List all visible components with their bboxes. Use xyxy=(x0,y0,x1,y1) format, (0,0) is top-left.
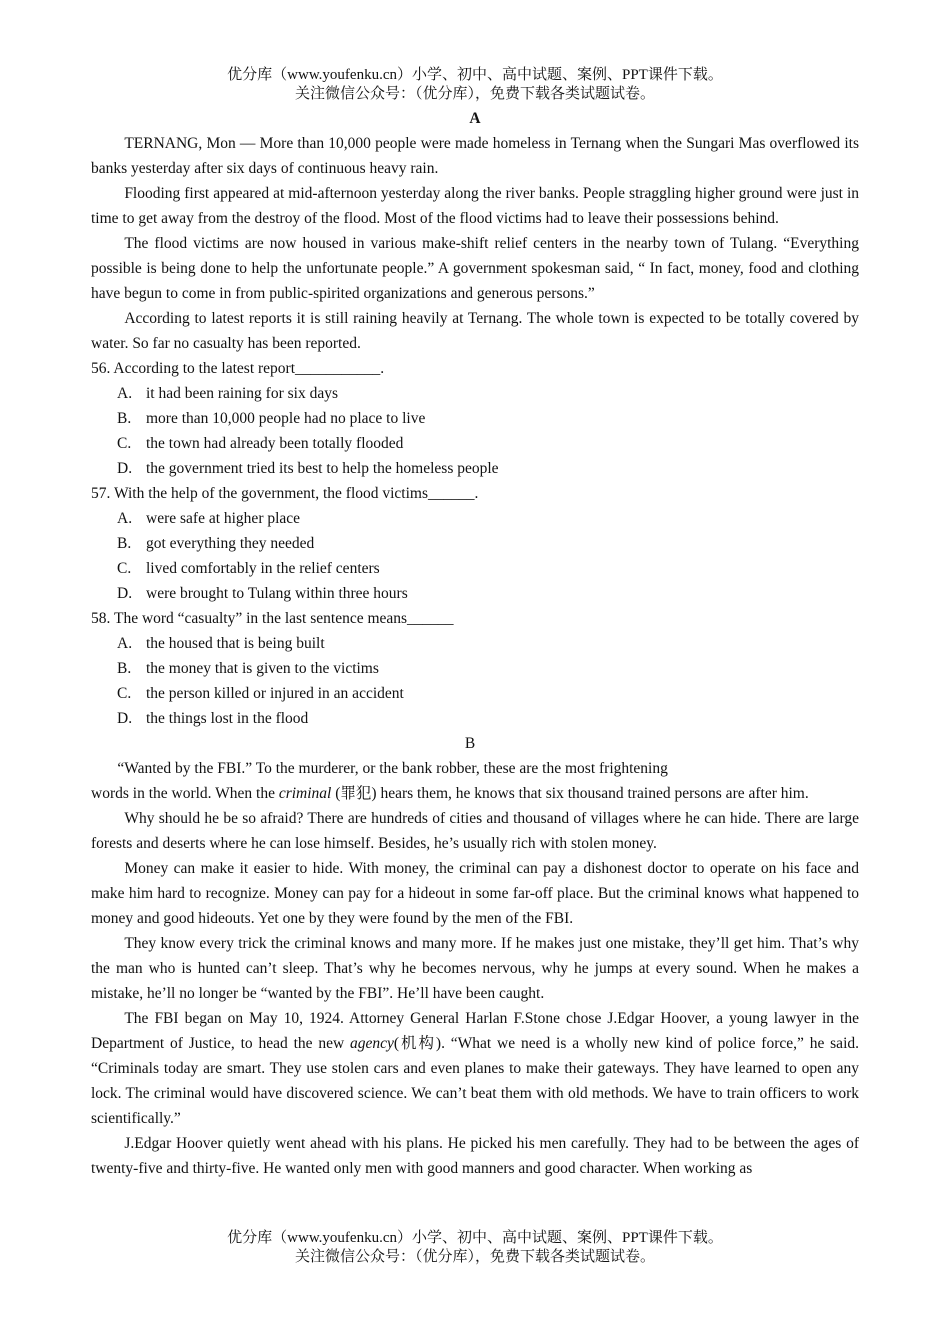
section-b-paragraph-fbi-history: The FBI began on May 10, 1924. Attorney General Harlan F.Stone chose J.Edgar Hoover, a young lawyer in the Department of Justice, to head the new agency(机构). “What we need is a wholly new kind of police force,” he said. “Criminals today are smart. They use stolen cars and even planes to make their gateways. They have learned to open any lock. The criminal would have discovered science. We can’t beat them with old methods. We have to train officers to work scientifically.” xyxy=(91,1010,859,1127)
section-a-paragraph: Flooding first appeared at mid-afternoon yesterday along the river banks. People straggling higher ground were just in time to get away from the destroy of the flood. Most of the flood victims had to leave their possessions behind. xyxy=(91,185,859,227)
section-a-paragraph: According to latest reports it is still raining heavily at Ternang. The whole town is expected to be totally covered by water. So far no casualty has been reported. xyxy=(91,310,859,352)
section-b-paragraph: Why should he be so afraid? There are hundreds of cities and thousand of villages where he can hide. There are large forests and deserts where he can lose himself. Besides, he’s usually rich with stolen money. xyxy=(91,810,859,852)
section-b-paragraph: J.Edgar Hoover quietly went ahead with his plans. He picked his men carefully. They had to be between the ages of twenty-five and thirty-five. He wanted only men with good manners and good character. When working as xyxy=(91,1135,859,1177)
question-58-option-d: D. the things lost in the flood xyxy=(117,710,309,727)
question-58-option-c: C. the person killed or injured in an accident xyxy=(117,685,404,702)
section-a-paragraph: TERNANG, Mon — More than 10,000 people were made homeless in Ternang when the Sungari Mas overflowed its banks yesterday after six days of continuous heavy rain. xyxy=(91,135,859,177)
question-57-option-a: A. were safe at higher place xyxy=(117,510,301,527)
section-a-title: A xyxy=(469,110,481,127)
question-58-option-b: B. the money that is given to the victims xyxy=(117,660,379,677)
question-58-option-a: A. the housed that is being built xyxy=(117,635,325,652)
section-b-intro-line-1: “Wanted by the FBI.” To the murderer, or the bank robber, these are the most frightening xyxy=(117,760,668,777)
question-57-option-d: D. were brought to Tulang within three hours xyxy=(117,585,408,602)
section-b-intro-line-2: words in the world. When the criminal (罪犯) hears them, he knows that six thousand trained persons are after him. xyxy=(91,785,809,802)
footer-line-1: 优分库（www.youfenku.cn）小学、初中、高中试题、案例、PPT课件下载。 xyxy=(227,1230,723,1246)
question-56-option-b: B. more than 10,000 people had no place to live xyxy=(117,410,426,427)
document-body xyxy=(91,106,859,1181)
question-57-option-c: C. lived comfortably in the relief centers xyxy=(117,560,380,577)
header-line-1: 优分库（www.youfenku.cn）小学、初中、高中试题、案例、PPT课件下载。 xyxy=(227,67,723,83)
section-b-paragraph: They know every trick the criminal knows and many more. If he makes just one mistake, they’ll get him. That’s why the man who is hunted can’t sleep. That’s why he becomes nervous, why he jumps at every sound. When he makes a mistake, he’ll no longer be “wanted by the FBI”. He’ll have been caught. xyxy=(91,935,859,1002)
question-56-option-a: A. it had been raining for six days xyxy=(117,385,338,402)
question-56: 56. According to the latest report___________. xyxy=(91,360,385,377)
question-57-option-b: B. got everything they needed xyxy=(117,535,315,552)
page-header xyxy=(0,66,950,104)
question-57: 57. With the help of the government, the flood victims______. xyxy=(91,485,479,502)
section-a-paragraph: The flood victims are now housed in various make-shift relief centers in the nearby town of Tulang. “Everything possible is being done to help the unfortunate people.” A government spokesman said, “ In fact, money, food and clothing have begun to come in from public-spirited organizations and generous persons.” xyxy=(91,235,859,302)
question-58: 58. The word “casualty” in the last sentence means______ xyxy=(91,610,454,627)
section-b-paragraph: Money can make it easier to hide. With money, the criminal can pay a dishonest doctor to operate on his face and make him hard to recognize. Money can pay for a hideout in some far-off place. But the criminal knows what happened to money and good hideouts. Yet one by they were found by the men of the FBI. xyxy=(91,860,859,927)
question-56-option-c: C. the town had already been totally flooded xyxy=(117,435,404,452)
section-b-title: B xyxy=(464,735,476,752)
question-56-option-d: D. the government tried its best to help the homeless people xyxy=(117,460,499,477)
footer-line-2: 关注微信公众号：（优分库），免费下载各类试题试卷。 xyxy=(294,1249,655,1265)
page-footer xyxy=(0,1229,950,1267)
header-line-2: 关注微信公众号：（优分库），免费下载各类试题试卷。 xyxy=(294,86,655,102)
